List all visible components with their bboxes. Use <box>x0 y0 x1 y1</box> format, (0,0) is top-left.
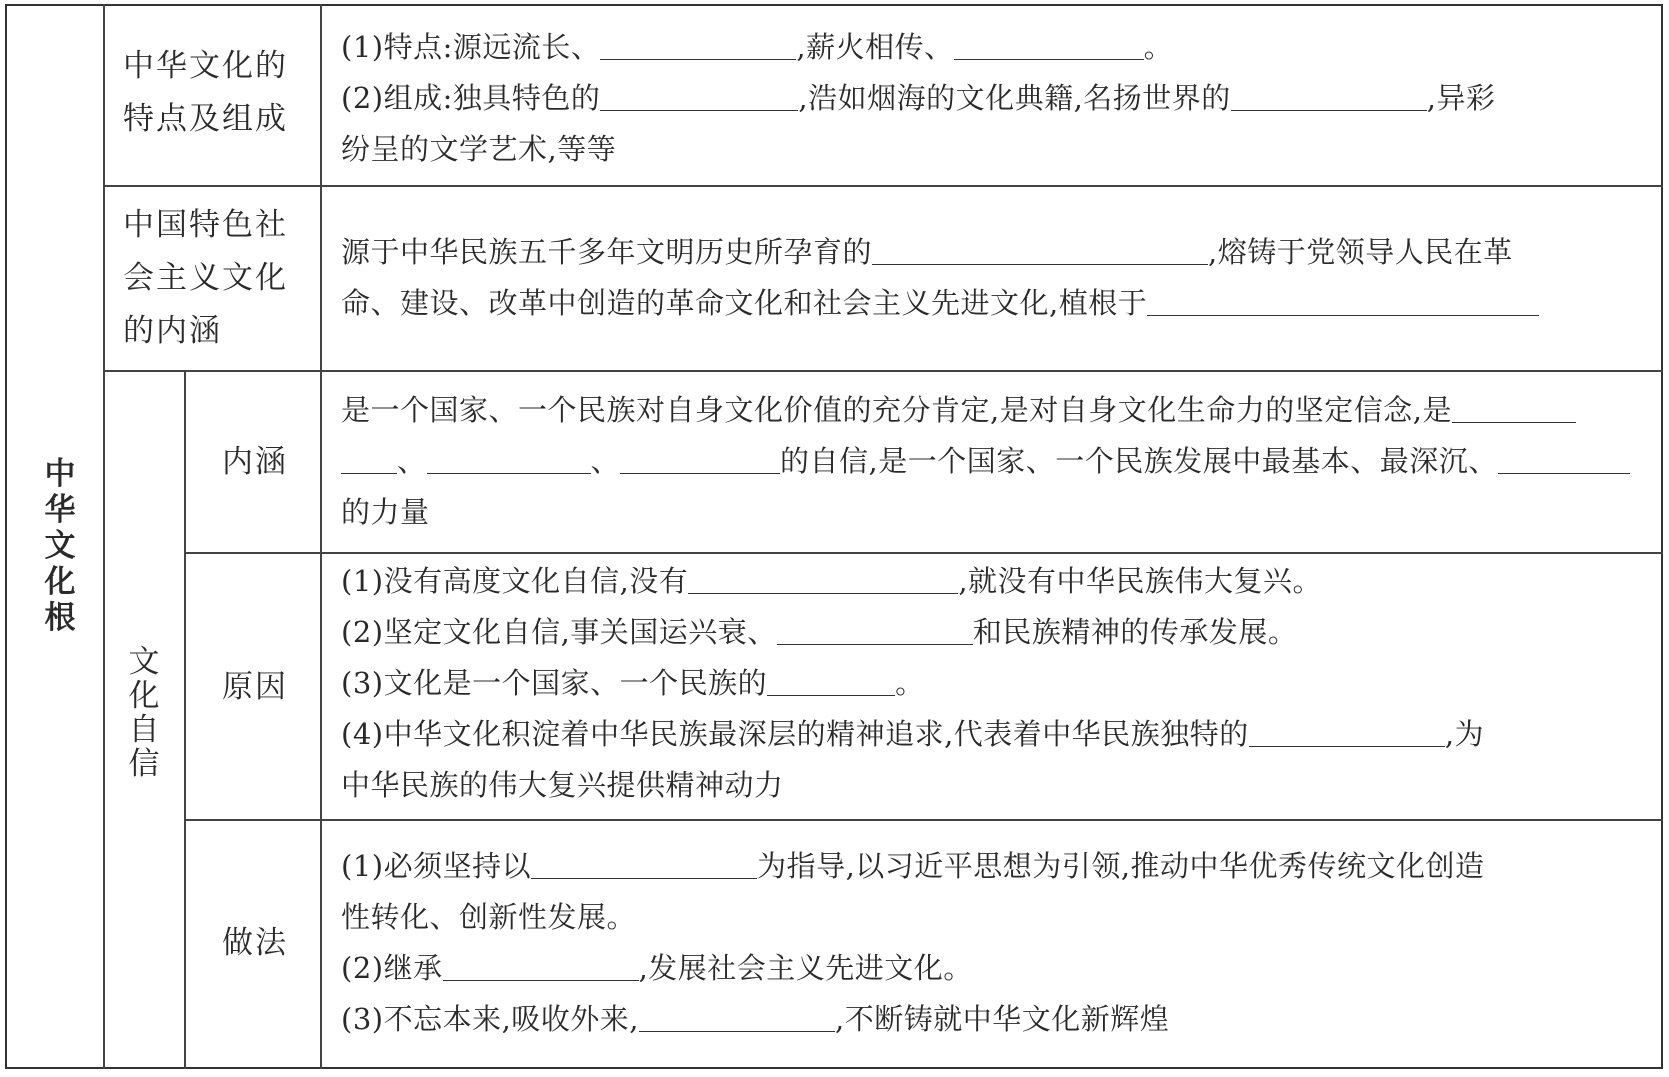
features-content: (1)特点:源远流长、 ,薪火相传、 。 (2)组成:独具特色的 ,浩如烟海的文化典籍,名扬世界的 ,异彩 纷呈的文学艺术,等等 <box>341 22 1655 175</box>
column-divider-2 <box>184 371 186 1069</box>
column-divider-1 <box>103 4 105 1069</box>
row-divider-2 <box>103 370 1663 372</box>
socialism-label: 中国特色社会主义文化的内涵 <box>123 207 288 349</box>
reasons-content: (1)没有高度文化自信,没有 ,就没有中华民族伟大复兴。 (2)坚定文化自信,事关国运兴衰、 和民族精神的传承发展。 (3)文化是一个国家、一个民族的 。 (4)中华文化积淀着中华民族最深层的精神追求,代表着中华民族独特的 ,为 中华民族的伟大复兴提供精神动力 <box>341 556 1655 811</box>
blank-field <box>1231 77 1427 111</box>
column-divider-3 <box>320 4 322 1069</box>
blank-field <box>767 662 895 696</box>
row-divider-1 <box>103 185 1663 187</box>
connotation-label: 内涵 <box>222 444 288 480</box>
methods-label: 做法 <box>222 925 288 961</box>
blank-field <box>1147 282 1539 316</box>
blank-field <box>777 611 973 645</box>
blank-field <box>443 947 639 981</box>
blank-field <box>600 26 796 60</box>
main-title: 中华文化根 <box>44 456 76 636</box>
features-label: 中华文化的特点及组成 <box>123 48 288 137</box>
row-divider-3 <box>184 552 1663 554</box>
blank-field <box>341 440 397 474</box>
socialism-content: 源于中华民族五千多年文明历史所孕育的 ,熔铸于党领导人民在革 命、建设、改革中创造的革命文化和社会主义先进文化,植根于 <box>341 227 1655 329</box>
confidence-label: 文化自信 <box>128 644 160 782</box>
blank-field <box>600 77 798 111</box>
blank-field <box>872 231 1208 265</box>
blank-field <box>1249 713 1445 747</box>
blank-field <box>954 26 1144 60</box>
blank-field <box>620 440 780 474</box>
methods-content: (1)必须坚持以 为指导,以习近平思想为引领,推动中华优秀传统文化创造 性转化、创新性发展。 (2)继承 ,发展社会主义先进文化。 (3)不忘本来,吸收外来, ,不断铸就中华文化新辉煌 <box>341 841 1655 1045</box>
reasons-label: 原因 <box>222 669 288 705</box>
row-divider-4 <box>184 819 1663 821</box>
connotation-content: 是一个国家、一个民族对自身文化价值的充分肯定,是对自身文化生命力的坚定信念,是 、 、 的自信,是一个国家、一个民族发展中最基本、最深沉、 的力量 <box>341 385 1655 538</box>
blank-field <box>1452 389 1576 423</box>
blank-field <box>1498 440 1630 474</box>
blank-field <box>639 998 835 1032</box>
blank-field <box>688 560 958 594</box>
blank-field <box>427 440 591 474</box>
blank-field <box>531 845 757 879</box>
